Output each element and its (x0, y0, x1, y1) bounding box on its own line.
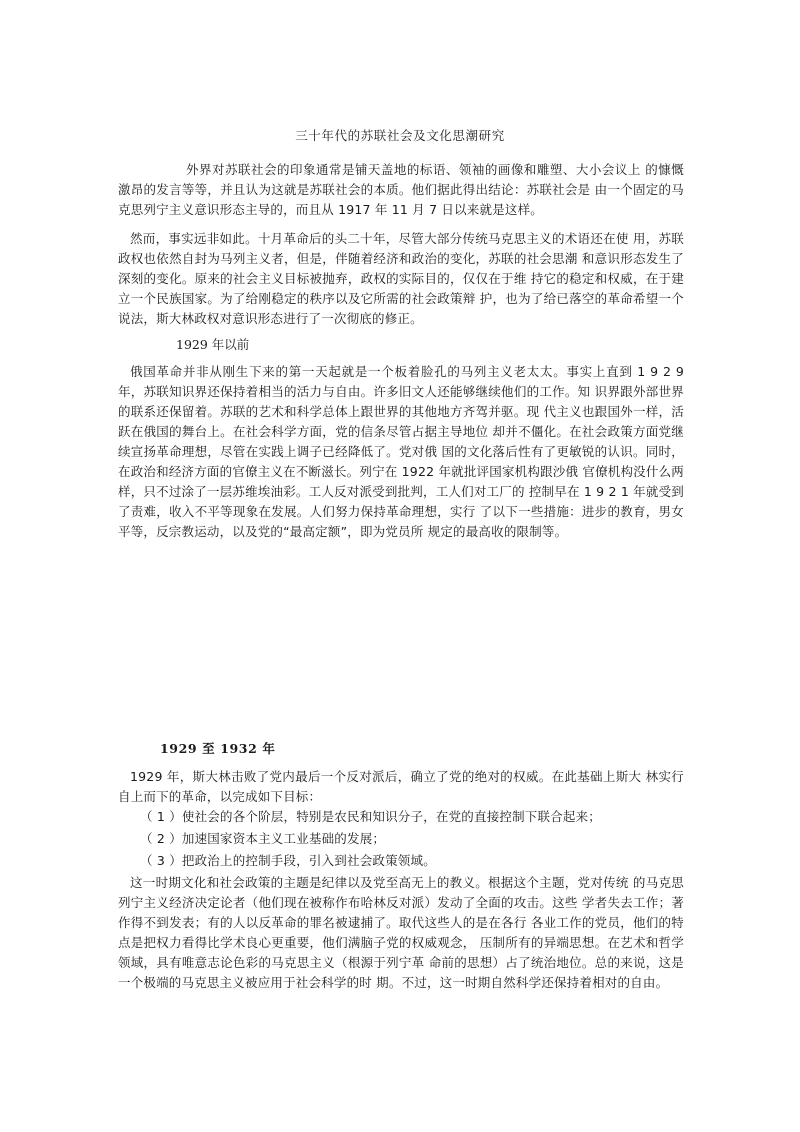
goal-item-2: （ 2 ）加速国家资本主义工业基础的发展； (140, 831, 386, 846)
goal-item-3: （ 3 ）把政治上的控制手段，引入到社会政策领域。 (140, 853, 436, 868)
section-paragraph-before-1929: 俄国革命并非从刚生下来的第一天起就是一个板着脸孔的马列主义老太太。事实上直到 1 9 2 9 年，苏联知识界还保持着相当的活力与自由。许多旧文人还能够继续他们的工作。知 识界跟外部世界的联系还保留着。苏联的艺术和科学总体上跟世界的其他地方齐驾并驱。现 代主义也跟国外一样，活跃在俄国的舞台上。在社会科学方面，党的信条尽管占据主导地位 却并不僵化。在社会政策方面党继续宣扬革命理想，尽管在实践上调子已经降低了。党对俄 国的文化落后性有了更敏锐的认识。同时，在政治和经济方面的官僚主义在不断滋长。列宁在 1922 年就批评国家机构跟沙俄 官僚机构没什么两样，只不过涂了一层苏维埃油彩。工人反对派受到批判，工人们对工厂的 控制早在 1 9 2 1 年就受到了责难，收入不平等现象在发展。人们努力保持革命理想，实行 了以下一些措施：进步的教育，男女平等，反宗教运动，以及党的“最高定额”，即为党员所 规定的最高收的限制等。 (118, 364, 684, 539)
intro-paragraph: 外界对苏联社会的印象通常是铺天盖地的标语、领袖的画像和雕塑、大小会议上 的慷慨激昂的发言等等，并且认为这就是苏联社会的本质。他们据此得出结论：苏联社会是 由一个固定的马克思列宁主义意识形态主导的，而且从 1917 年 11 月 7 日以来就是这样。 (118, 162, 684, 217)
section-heading-1929-1932: 1929 至 1932 年 (160, 741, 276, 756)
section-paragraph-period-themes: 这一时期文化和社会政策的主题是纪律以及党至高无上的教义。根据这个主题，党对传统 的马克思列宁主义经济决定论者（他们现在被称作布哈林反对派）发动了全面的攻击。这些 学者失去工作；著作得不到发表；有的人以反革命的罪名被逮捕了。取代这些人的是在各行 各业工作的党员，他们的特点是把权力看得比学术良心更重要，他们满脑子党的权威观念， 压制所有的异端思想。在艺术和哲学领域，具有唯意志论色彩的马克思主义（根源于列宁革 命前的思想）占了统治地位。总的来说，这是一个极端的马克思主义被应用于社会科学的时 期。不过，这一时期自然科学还保持着相对的自由。 (118, 875, 684, 990)
section-heading-before-1929: 1929 年以前 (176, 337, 250, 352)
document-title: 三十年代的苏联社会及文化思潮研究 (295, 128, 505, 143)
second-paragraph: 然而，事实远非如此。十月革命后的头二十年，尽管大部分传统马克思主义的术语还在使 用，苏联政权也依然自封为马列主义者，但是，伴随着经济和政治的变化，苏联的社会思潮 和意识形态发生了深刻的变化。原来的社会主义目标被抛弃，政权的实际目的，仅仅在于维 持它的稳定和权威，在于建立一个民族国家。为了给刚稳定的秩序以及它所需的社会政策辩 护，也为了给已落空的革命希望一个说法，斯大林政权对意识形态进行了一次彻底的修正。 (118, 231, 684, 326)
goal-item-1: （ 1 ）使社会的各个阶层，特别是农民和知识分子，在党的直接控制下联合起来； (140, 809, 602, 824)
section-paragraph-1929: 1929 年，斯大林击败了党内最后一个反对派后，确立了党的绝对的权威。在此基础上斯大 林实行自上而下的革命，以完成如下目标： (118, 769, 684, 804)
